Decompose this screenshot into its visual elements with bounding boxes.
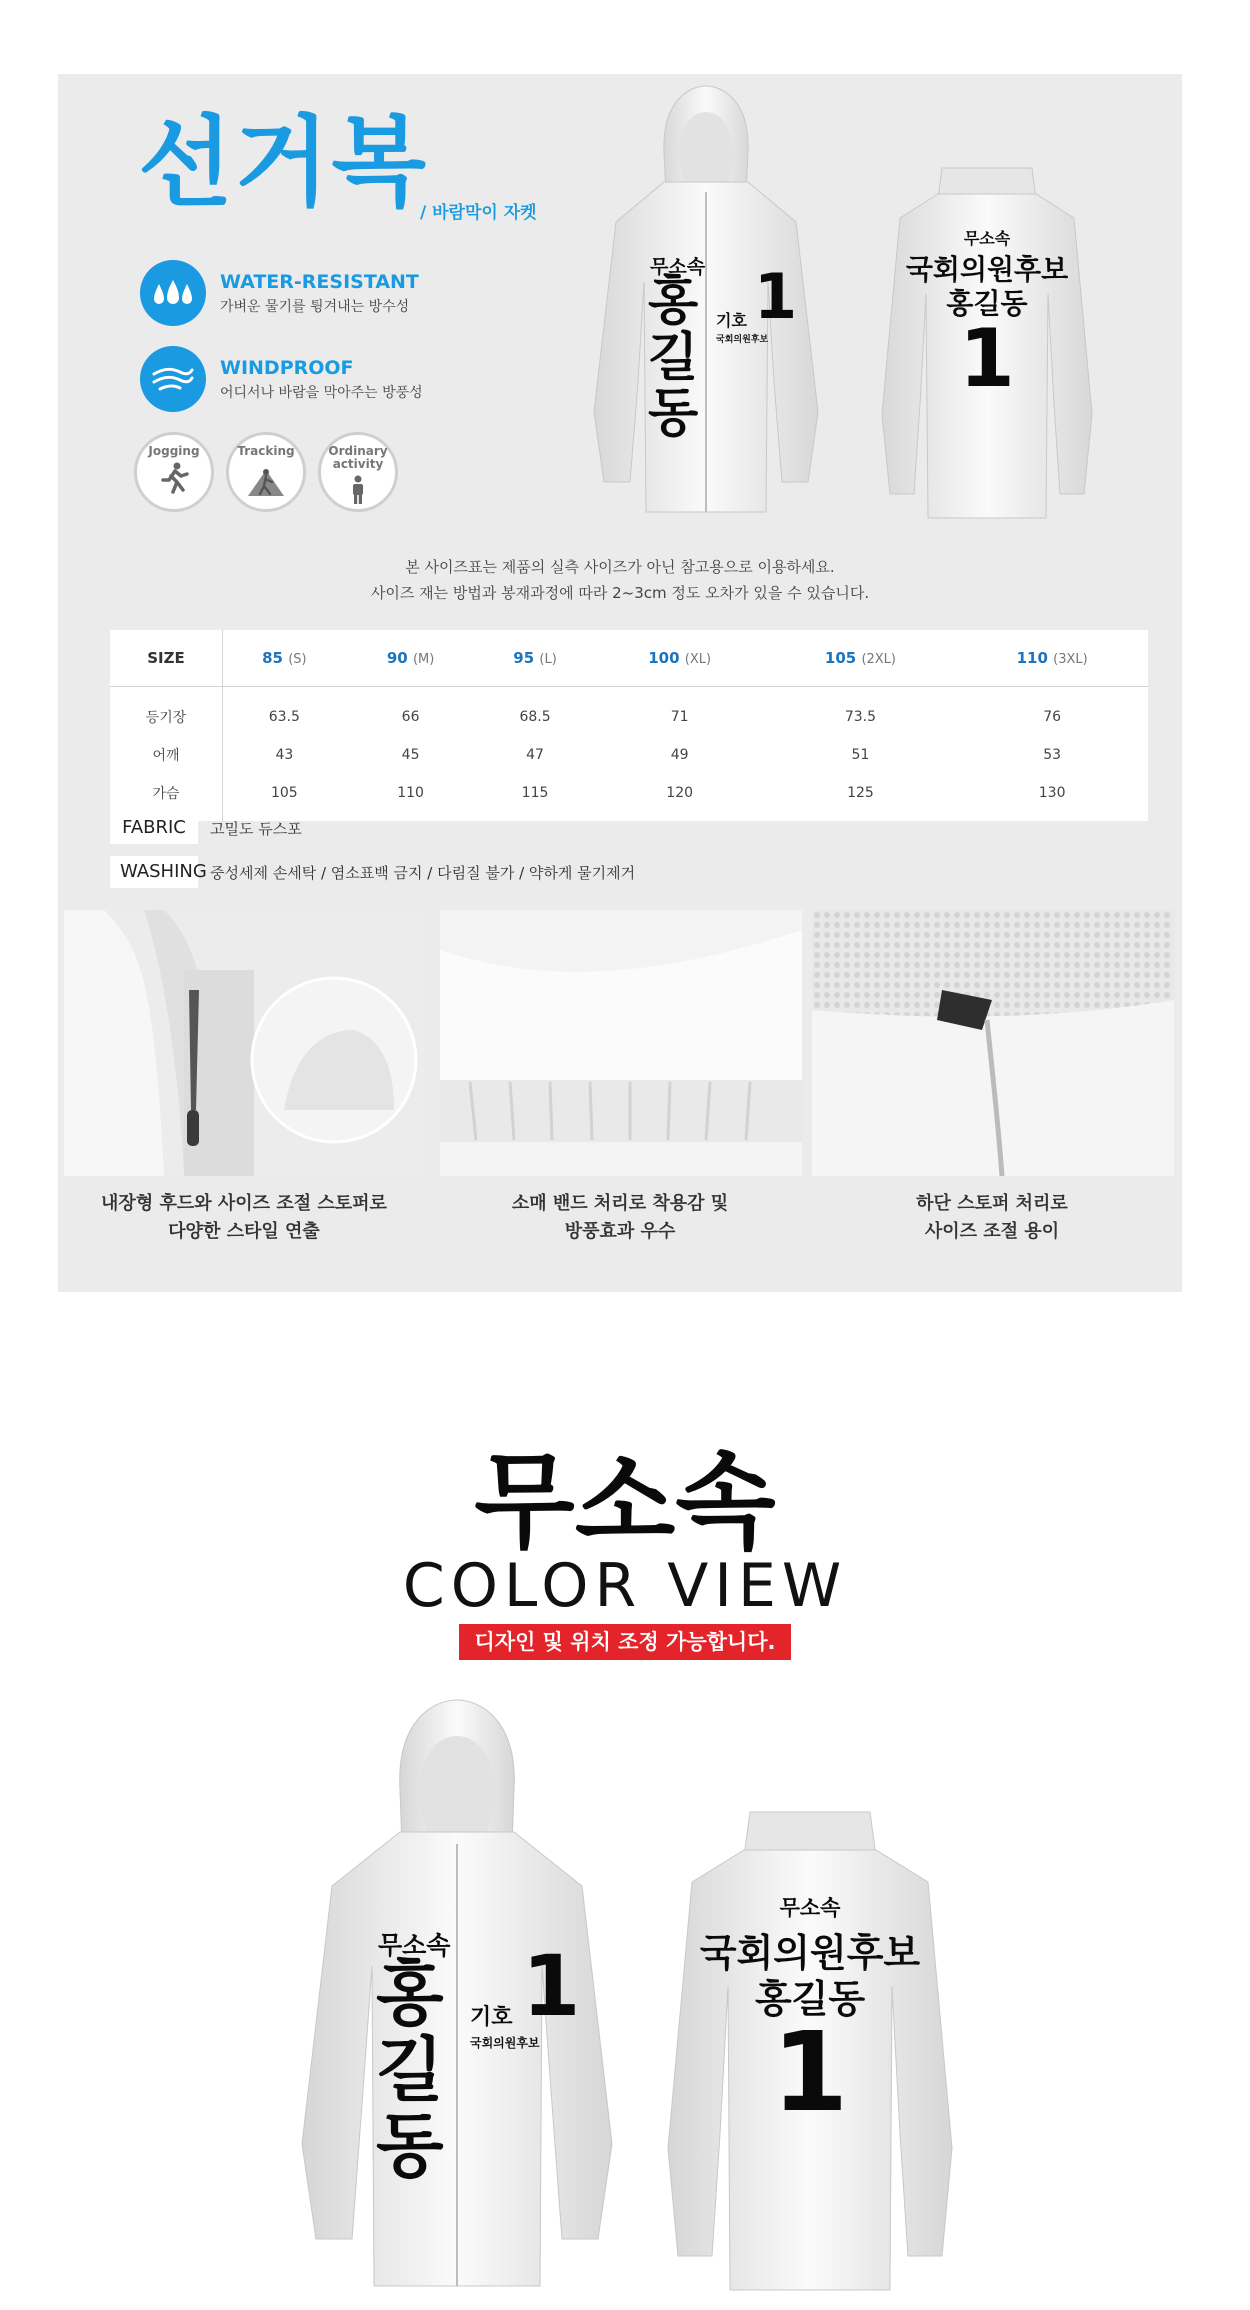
activity-tracking (226, 432, 306, 512)
size-table-header (110, 630, 1148, 687)
size-note-line: 본 사이즈표는 제품의 실측 사이즈가 아닌 참고용으로 이용하세요. (405, 558, 835, 576)
size-header-label: SIZE (110, 630, 223, 687)
detail-caption (434, 1190, 806, 1246)
table-cell: 53 (1043, 747, 1062, 763)
caption-line: 소매 밴드 처리로 착용감 및 (511, 1193, 729, 1214)
size-note-line: 사이즈 재는 방법과 봉재과정에 따라 2~3cm 정도 오차가 있을 수 있습니다. (370, 584, 870, 602)
detail-photo-sleeve-band (440, 910, 802, 1176)
activity-label: Tracking (237, 444, 295, 458)
front-print-number: 1 (754, 260, 798, 333)
table-cell: 47 (526, 747, 544, 763)
feature-desc: 가벼운 물기를 튕겨내는 방수성 (220, 298, 410, 315)
product-title: 선거복 (138, 106, 429, 220)
back-print-party: 무소속 (963, 229, 1011, 248)
front-print-party: 무소속 (650, 256, 706, 278)
table-row (110, 687, 1148, 737)
jacket-front-image (292, 1694, 622, 2294)
caption-line: 내장형 후드와 사이즈 조절 스토퍼로 (101, 1193, 387, 1214)
table-row (110, 736, 1148, 774)
size-header-cell (956, 630, 1148, 687)
caption-line: 사이즈 조절 용이 (924, 1221, 1060, 1242)
table-cell: 51 (851, 747, 870, 763)
table-cell: 68.5 (519, 709, 551, 725)
size-table (110, 630, 1148, 821)
feature-desc: 어디서나 바람을 막아주는 방풍성 (220, 384, 423, 401)
size-code: (XL) (684, 652, 712, 667)
size-code: (3XL) (1053, 652, 1088, 667)
size-num: 110 (1016, 649, 1048, 667)
color-view-note: 디자인 및 위치 조정 가능합니다. (459, 1624, 791, 1660)
color-view-heading: 무소속 (474, 1441, 776, 1563)
size-note (58, 554, 1182, 606)
size-code: (M) (412, 652, 435, 667)
activity-icons (134, 432, 398, 512)
jacket-front-image (586, 82, 826, 522)
front-print-party: 무소속 (378, 1931, 451, 1960)
product-subtitle: / 바람막이 자켓 (420, 203, 537, 223)
fabric-row (110, 812, 302, 844)
wind-icon (140, 346, 206, 412)
size-num: 85 (262, 649, 283, 667)
table-cell: 66 (401, 709, 420, 725)
activity-label: activity (332, 457, 384, 471)
feature-title: WATER-RESISTANT (220, 270, 419, 293)
runner-icon (159, 462, 189, 496)
table-cell: 125 (847, 785, 874, 801)
feature-windproof (140, 346, 423, 412)
caption-line: 하단 스토퍼 처리로 (916, 1193, 1068, 1214)
size-code: (L) (539, 652, 557, 667)
caption-line: 다양한 스타일 연출 (168, 1221, 320, 1242)
table-cell: 76 (1043, 709, 1062, 725)
size-num: 105 (824, 649, 857, 667)
detail-caption (806, 1190, 1178, 1246)
activity-jogging (134, 432, 214, 512)
table-cell: 71 (670, 709, 689, 725)
table-cell: 49 (670, 747, 689, 763)
size-header-cell (595, 630, 765, 687)
table-cell: 45 (401, 747, 420, 763)
front-print-name-char: 홍 (376, 1953, 444, 2035)
water-drops-icon (140, 260, 206, 326)
table-cell: 120 (666, 785, 694, 801)
front-print-name-char: 홍 (648, 272, 699, 332)
washing-label: WASHING (110, 856, 198, 888)
feature-title: WINDPROOF (220, 356, 354, 379)
size-num: 100 (648, 649, 680, 667)
fabric-value: 고밀도 듀스포 (210, 819, 302, 838)
size-num: 90 (386, 649, 408, 667)
person-icon (348, 475, 368, 505)
back-print-name: 홍길동 (946, 287, 1028, 320)
detail-photo-hood-zipper (64, 910, 426, 1176)
front-print-name-char: 길 (648, 328, 699, 388)
table-cell: 105 (270, 785, 298, 801)
activity-ordinary (318, 432, 398, 512)
front-print-giho: 기호 (470, 2005, 513, 2030)
table-cell: 63.5 (268, 709, 300, 725)
front-print-role: 국회의원후보 (716, 335, 769, 345)
table-cell: 110 (397, 785, 424, 801)
size-code: (2XL) (861, 652, 897, 667)
detail-caption (58, 1190, 430, 1246)
size-code: (S) (288, 652, 307, 667)
back-print-role: 국회의원후보 (699, 1931, 921, 1975)
activity-label: Ordinary (328, 444, 388, 458)
washing-row (110, 856, 635, 888)
size-num: 95 (513, 649, 535, 667)
color-view-subheading: COLOR VIEW (402, 1551, 848, 1621)
row-label: 등기장 (110, 687, 223, 737)
table-cell: 115 (521, 785, 549, 801)
detail-photo-hem-stopper (812, 910, 1174, 1176)
front-print-name-char: 동 (648, 384, 699, 444)
table-cell: 73.5 (844, 709, 877, 725)
activity-label: Jogging (148, 444, 200, 458)
jacket-back-image (876, 164, 1098, 522)
table-cell: 43 (275, 747, 294, 763)
back-print-name: 홍길동 (754, 1977, 866, 2021)
size-header-cell (223, 630, 346, 687)
fabric-label: FABRIC (110, 812, 198, 844)
back-print-role: 국회의원후보 (905, 253, 1069, 286)
size-header-cell (475, 630, 594, 687)
size-header-cell (346, 630, 476, 687)
jacket-back-image (660, 1808, 960, 2294)
row-label: 어깨 (110, 736, 223, 774)
size-header-cell (765, 630, 957, 687)
front-print-name-char: 동 (376, 2105, 444, 2187)
caption-line: 방풍효과 우수 (564, 1221, 676, 1242)
feature-water-resistant (140, 260, 419, 326)
back-print-number: 1 (771, 2008, 849, 2136)
front-print-number: 1 (522, 1937, 581, 2035)
hiker-icon (246, 462, 286, 498)
washing-value: 중성세제 손세탁 / 염소표백 금지 / 다림질 불가 / 약하게 물기제거 (210, 863, 636, 882)
row-label: 가슴 (110, 774, 223, 821)
product-info-panel (58, 74, 1182, 1292)
front-print-giho: 기호 (716, 311, 747, 330)
back-print-party: 무소속 (779, 1896, 841, 1920)
back-print-number: 1 (959, 312, 1015, 405)
front-print-name-char: 길 (376, 2029, 444, 2111)
table-cell: 130 (1038, 785, 1066, 801)
front-print-role: 국회의원후보 (470, 2036, 540, 2050)
